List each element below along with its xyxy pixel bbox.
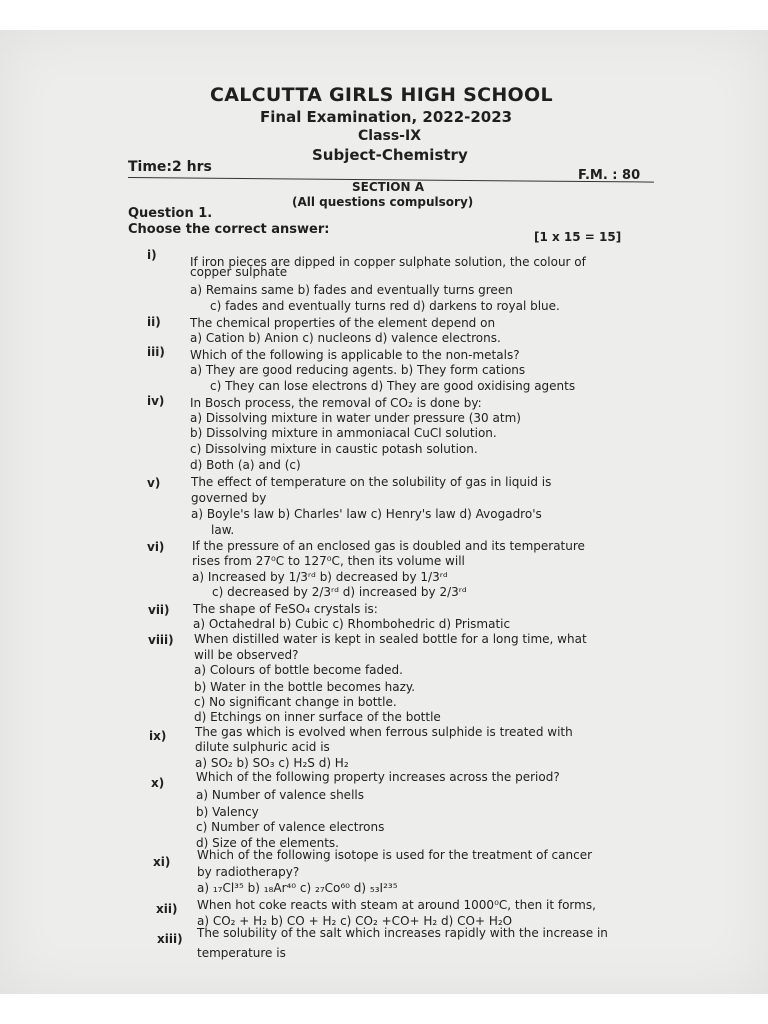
question-number: xi) (153, 855, 171, 869)
time-label: Time:2 hrs (128, 159, 212, 175)
question-text-line: When hot coke reacts with steam at around 1000⁰C, then it forms, (197, 898, 596, 912)
compulsory-note: (All questions compulsory) (292, 195, 474, 209)
question-text-line: Which of the following property increases across the period? (196, 770, 560, 784)
section-title: SECTION A (352, 180, 425, 194)
question-text-line: copper sulphate (190, 265, 288, 279)
question-number: ii) (147, 315, 161, 329)
question-text-line: rises from 27⁰C to 127⁰C, then its volume will (192, 554, 465, 568)
question-text-line: a) Boyle's law b) Charles' law c) Henry's law d) Avogadro's (191, 507, 542, 521)
question-text-line: a) They are good reducing agents. b) They form cations (190, 363, 526, 377)
question-text-line: d) Etchings on inner surface of the bottle (194, 710, 441, 724)
question-text-line: c) They can lose electrons d) They are good oxidising agents (210, 379, 576, 393)
question-number: xiii) (157, 932, 183, 946)
question-number: v) (147, 476, 161, 490)
question-text-line: In Bosch process, the removal of CO₂ is done by: (190, 396, 482, 410)
question-text-line: The chemical properties of the element depend on (190, 316, 496, 330)
question-text-line: a) Remains same b) fades and eventually turns green (190, 283, 513, 297)
question-text-line: c) Number of valence electrons (196, 820, 385, 834)
question-text-line: law. (211, 523, 235, 537)
question-text-line: Which of the following isotope is used for the treatment of cancer (197, 848, 593, 862)
subject-label: Subject-Chemistry (312, 146, 468, 164)
question-text-line: The gas which is evolved when ferrous sulphide is treated with (195, 725, 573, 739)
question-text-line: The solubility of the salt which increases rapidly with the increase in (197, 926, 608, 940)
question-text-line: When distilled water is kept in sealed bottle for a long time, what (194, 632, 587, 646)
question-number: viii) (148, 633, 174, 647)
question-text-line: a) ₁₇Cl³⁵ b) ₁₈Ar⁴⁰ c) ₂₇Co⁶⁰ d) ₅₃I²³⁵ (197, 881, 398, 895)
question-number: iii) (147, 345, 165, 359)
instruction: Choose the correct answer: (128, 222, 330, 237)
question-text-line: temperature is (197, 946, 286, 960)
question-number: vii) (148, 603, 170, 617)
marks-allocation: [1 x 15 = 15] (534, 230, 622, 244)
question-text-line: a) Dissolving mixture in water under pressure (30 atm) (190, 411, 521, 425)
question-text-line: If iron pieces are dipped in copper sulphate solution, the colour of (190, 255, 586, 269)
question-text-line: a) Colours of bottle become faded. (194, 663, 403, 677)
question-text-line: a) Increased by 1/3ʳᵈ b) decreased by 1/3ʳᵈ (192, 570, 448, 584)
question-number: x) (151, 776, 165, 790)
question-text-line: If the pressure of an enclosed gas is doubled and its temperature (192, 539, 585, 553)
question-number: ix) (149, 729, 167, 743)
full-marks-label: F.M. : 80 (578, 168, 641, 183)
question-text-line: a) Number of valence shells (196, 788, 364, 802)
question-text-line: a) SO₂ b) SO₃ c) H₂S d) H₂ (195, 756, 349, 770)
question-number: i) (147, 248, 157, 262)
class-label: Class-IX (358, 128, 421, 144)
question-text-line: The shape of FeSO₄ crystals is: (193, 602, 378, 616)
question-text-line: b) Dissolving mixture in ammoniacal CuCl solution. (190, 426, 497, 440)
school-name: CALCUTTA GIRLS HIGH SCHOOL (210, 84, 553, 106)
question-text-line: a) Octahedral b) Cubic c) Rhombohedric d) Prismatic (193, 617, 511, 631)
question-number: vi) (147, 540, 165, 554)
question-number: xii) (156, 902, 178, 916)
question-text-line: c) No significant change in bottle. (194, 695, 397, 709)
question-text-line: d) Size of the elements. (196, 836, 339, 850)
question-text-line: dilute sulphuric acid is (195, 740, 330, 754)
question-text-line: b) Valency (196, 805, 259, 819)
question-text-line: will be observed? (194, 648, 299, 662)
question-number: iv) (147, 394, 165, 408)
question-text-line: b) Water in the bottle becomes hazy. (194, 680, 416, 694)
question-text-line: c) Dissolving mixture in caustic potash solution. (190, 442, 478, 456)
question-text-line: governed by (191, 491, 267, 505)
question-text-line: d) Both (a) and (c) (190, 458, 301, 472)
question-text-line: c) fades and eventually turns red d) darkens to royal blue. (210, 299, 560, 313)
exam-title: Final Examination, 2022-2023 (260, 108, 513, 126)
question-text-line: The effect of temperature on the solubility of gas in liquid is (191, 475, 552, 489)
question-text-line: Which of the following is applicable to the non-metals? (190, 348, 520, 362)
question-text-line: by radiotherapy? (197, 865, 300, 879)
question-text-line: c) decreased by 2/3ʳᵈ d) increased by 2/3ʳᵈ (212, 585, 467, 599)
question-text-line: a) Cation b) Anion c) nucleons d) valence electrons. (190, 331, 501, 345)
question-text-line: a) CO₂ + H₂ b) CO + H₂ c) CO₂ +CO+ H₂ d) CO+ H₂O (197, 914, 513, 928)
question-title: Question 1. (128, 206, 213, 221)
